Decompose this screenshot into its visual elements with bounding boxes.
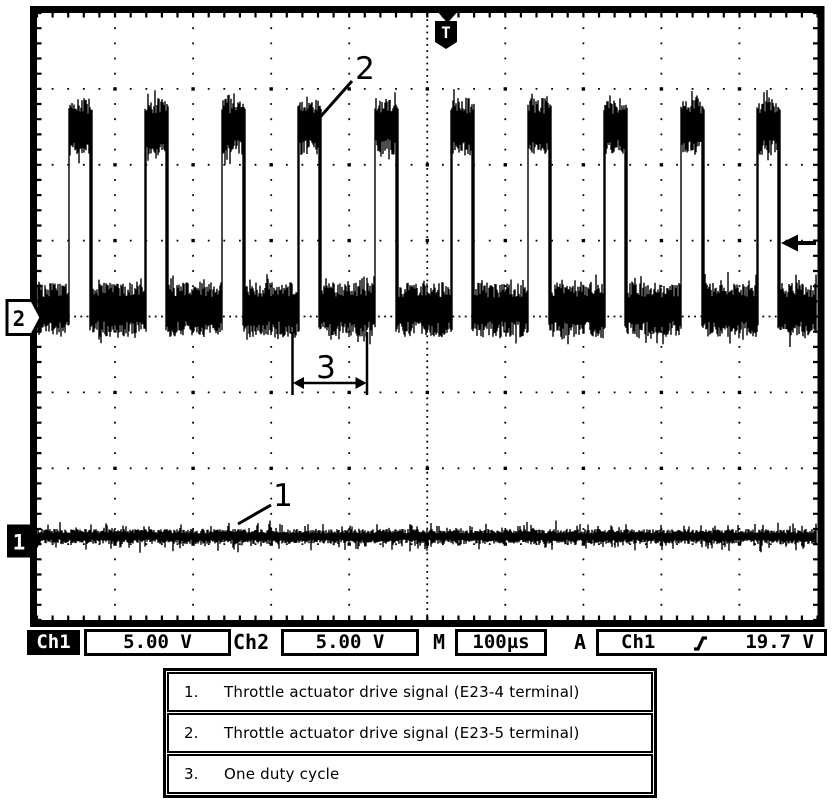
rising-edge-icon xyxy=(692,633,709,653)
legend-row-text: Throttle actuator drive signal (E23-5 terminal) xyxy=(224,724,580,742)
legend-row-number: 1. xyxy=(184,683,199,701)
ch1-scale-value: 5.00 V xyxy=(84,629,231,656)
ch2-ground-marker-label: 2 xyxy=(12,307,26,331)
ch1-ground-marker-label: 1 xyxy=(12,530,26,555)
trigger-section-label: A xyxy=(574,630,587,654)
legend-row xyxy=(167,713,653,753)
legend-row-text: Throttle actuator drive signal (E23-4 terminal) xyxy=(224,683,580,701)
ch2-label: Ch2 xyxy=(233,630,270,654)
legend-table xyxy=(163,668,657,798)
trigger-badge-label: T xyxy=(441,23,451,42)
legend-row xyxy=(167,754,653,794)
ch2-scale-value: 5.00 V xyxy=(281,629,419,656)
legend-row-number: 3. xyxy=(184,765,199,783)
timebase-label: M xyxy=(433,630,446,654)
legend-row-number: 2. xyxy=(184,724,199,742)
legend-row-text: One duty cycle xyxy=(224,765,340,783)
timebase-value: 100µs xyxy=(455,629,547,656)
callout-3-label: 3 xyxy=(316,350,336,386)
trigger-source: Ch1 xyxy=(621,631,656,653)
statusbar xyxy=(0,629,832,659)
callout-2-label: 2 xyxy=(355,51,375,87)
callout-1-label: 1 xyxy=(273,478,293,514)
trigger-info-box xyxy=(596,629,827,656)
ch1-label-badge: Ch1 xyxy=(27,630,80,655)
legend-row xyxy=(167,672,653,712)
trigger-level: 19.7 V xyxy=(745,631,814,653)
